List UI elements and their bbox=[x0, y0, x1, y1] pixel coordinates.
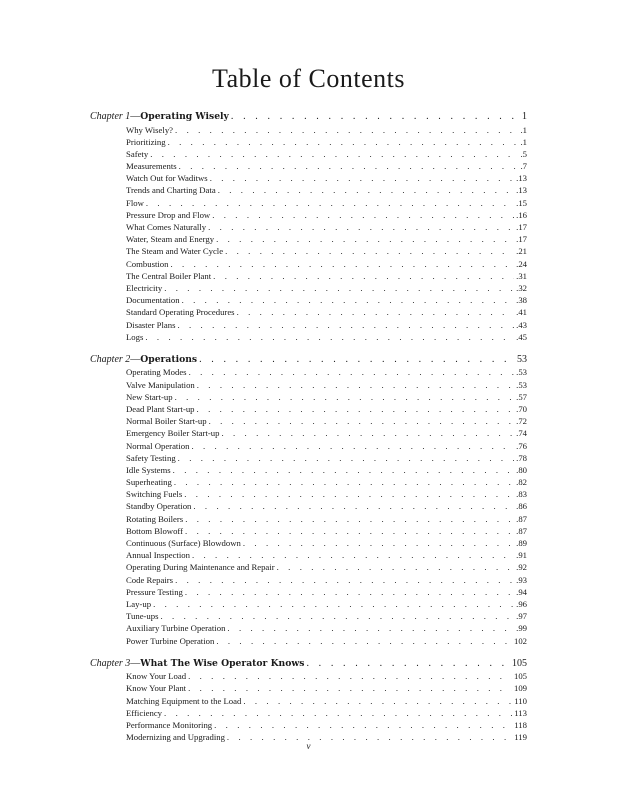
entry-page: .38 bbox=[516, 295, 527, 306]
chapter-name: Operations bbox=[140, 353, 198, 365]
entry-title: Power Turbine Operation bbox=[126, 635, 215, 646]
toc-entry[interactable] bbox=[90, 707, 527, 719]
chapter-page: 53 bbox=[517, 353, 527, 365]
chapter-page: 105 bbox=[512, 657, 527, 669]
dot-leader bbox=[145, 331, 514, 343]
entry-page: .70 bbox=[516, 403, 527, 414]
entry-page: .83 bbox=[516, 489, 527, 500]
dot-leader bbox=[218, 184, 514, 196]
toc-entry[interactable] bbox=[90, 245, 527, 257]
entry-title: Normal Boiler Start-up bbox=[126, 416, 207, 427]
dot-leader bbox=[178, 452, 514, 464]
entry-title: What Comes Naturally bbox=[126, 222, 207, 232]
toc-entry[interactable] bbox=[90, 233, 527, 245]
toc-entry[interactable] bbox=[90, 172, 527, 184]
entry-page: .45 bbox=[516, 331, 527, 342]
chapter-separator: — bbox=[130, 657, 141, 669]
toc-entry[interactable] bbox=[90, 719, 527, 731]
toc-entry[interactable] bbox=[90, 670, 527, 682]
dot-leader bbox=[173, 464, 514, 476]
entry-page: 109 bbox=[513, 683, 527, 694]
entry-page: .96 bbox=[516, 598, 527, 609]
entry-title: Standard Operating Procedures bbox=[126, 307, 235, 318]
dot-leader bbox=[237, 306, 515, 318]
entry-title: The Steam and Water Cycle bbox=[126, 246, 224, 257]
toc-entry[interactable] bbox=[90, 500, 527, 512]
entry-title: Know Your Plant bbox=[126, 683, 187, 694]
chapter-name: Operating Wisely bbox=[140, 111, 229, 122]
toc-entry[interactable] bbox=[90, 635, 527, 647]
entry-page: .80 bbox=[516, 464, 527, 475]
entry-page: 110 bbox=[514, 695, 527, 706]
dot-leader bbox=[191, 440, 514, 452]
chapter-block bbox=[90, 354, 527, 647]
dot-leader bbox=[231, 111, 517, 124]
dot-leader bbox=[185, 525, 514, 537]
toc-entry[interactable] bbox=[90, 476, 527, 488]
chapter-block bbox=[90, 658, 527, 744]
entry-page: .53 bbox=[516, 367, 527, 378]
entry-page: .32 bbox=[516, 282, 527, 293]
entry-title: Safety Testing bbox=[126, 452, 176, 463]
entry-page: .87 bbox=[516, 513, 527, 524]
entry-title: Trends and Charting Data bbox=[126, 185, 216, 196]
entry-page: 105 bbox=[513, 671, 527, 682]
dot-leader bbox=[185, 513, 514, 525]
entry-page: .74 bbox=[516, 428, 527, 439]
dot-leader bbox=[193, 500, 514, 512]
entry-title: Documentation bbox=[126, 295, 180, 306]
entry-page: 102 bbox=[513, 635, 527, 646]
entry-page: .97 bbox=[516, 611, 527, 622]
entry-title: Logs bbox=[126, 331, 144, 342]
entry-title: Continuous (Surface) Blowdown bbox=[126, 538, 241, 548]
toc-entry[interactable] bbox=[90, 184, 527, 196]
toc-entry[interactable] bbox=[90, 148, 527, 160]
entry-page: .7 bbox=[520, 161, 527, 172]
entry-title: Idle Systems bbox=[126, 464, 171, 475]
toc-entry[interactable] bbox=[90, 379, 527, 391]
toc-entry[interactable] bbox=[90, 331, 527, 343]
toc-entry[interactable] bbox=[90, 695, 527, 707]
dot-leader bbox=[168, 136, 517, 148]
entry-title: Superheating bbox=[126, 477, 172, 488]
chapter-separator: — bbox=[130, 353, 141, 365]
entry-title: Standby Operation bbox=[126, 501, 192, 512]
chapter-label: Chapter 1 bbox=[90, 111, 131, 122]
entry-title: Water, Steam and Energy bbox=[126, 234, 215, 245]
toc-entry[interactable] bbox=[90, 319, 527, 331]
entry-title: Disaster Plans bbox=[126, 319, 176, 330]
toc-entry[interactable] bbox=[90, 586, 527, 598]
entry-page: .94 bbox=[516, 586, 527, 597]
toc-entry[interactable] bbox=[90, 366, 527, 378]
toc-entry[interactable] bbox=[90, 415, 527, 427]
dot-leader bbox=[227, 622, 514, 634]
entry-page: .15 bbox=[516, 197, 527, 208]
entry-title: Bottom Blowoff bbox=[126, 525, 184, 536]
entry-page: .78 bbox=[516, 452, 527, 463]
entry-title: Pressure Testing bbox=[126, 586, 183, 597]
chapter-page: 1 bbox=[522, 111, 527, 122]
dot-leader bbox=[210, 172, 514, 184]
entry-page: .41 bbox=[516, 307, 527, 318]
dot-leader bbox=[243, 695, 512, 707]
page-number: v bbox=[306, 741, 311, 751]
entry-page: .24 bbox=[516, 258, 527, 269]
entry-title: Performance Monitoring bbox=[126, 719, 213, 730]
toc-entry[interactable] bbox=[90, 160, 527, 172]
dot-leader bbox=[153, 598, 514, 610]
dot-leader bbox=[212, 209, 514, 221]
chapter-separator: — bbox=[130, 111, 141, 122]
entry-page: 118 bbox=[514, 719, 527, 730]
entry-title: Prioritizing bbox=[126, 136, 166, 147]
dot-leader bbox=[177, 319, 514, 331]
dot-leader bbox=[197, 379, 514, 391]
dot-leader bbox=[243, 537, 514, 549]
dot-leader bbox=[146, 197, 514, 209]
entry-title: Operating Modes bbox=[126, 367, 187, 378]
entry-title: Modernizing and Upgrading bbox=[126, 732, 225, 743]
dot-leader bbox=[197, 403, 515, 415]
entry-page: .87 bbox=[516, 525, 527, 536]
dot-leader bbox=[174, 476, 514, 488]
entry-title: Watch Out for Waditws bbox=[126, 173, 208, 184]
chapter-heading[interactable] bbox=[90, 658, 527, 671]
dot-leader bbox=[182, 294, 515, 306]
table-of-contents bbox=[90, 111, 527, 754]
dot-leader bbox=[306, 658, 510, 671]
toc-entry[interactable] bbox=[90, 561, 527, 573]
dot-leader bbox=[185, 586, 514, 598]
toc-entry[interactable] bbox=[90, 427, 527, 439]
entry-title: Switching Fuels bbox=[126, 489, 183, 500]
dot-leader bbox=[208, 221, 514, 233]
toc-entry[interactable] bbox=[90, 452, 527, 464]
entry-page: .93 bbox=[516, 574, 527, 585]
toc-entry[interactable] bbox=[90, 513, 527, 525]
dot-leader bbox=[175, 391, 515, 403]
toc-entry[interactable] bbox=[90, 549, 527, 561]
dot-leader bbox=[188, 682, 512, 694]
dot-leader bbox=[216, 635, 512, 647]
toc-entry[interactable] bbox=[90, 537, 527, 549]
toc-entry[interactable] bbox=[90, 598, 527, 610]
entry-title: Flow bbox=[126, 197, 144, 208]
dot-leader bbox=[150, 148, 517, 160]
toc-entry[interactable] bbox=[90, 403, 527, 415]
entry-page: 113 bbox=[514, 707, 527, 718]
entry-page: .86 bbox=[516, 501, 527, 512]
entry-page: .17 bbox=[516, 222, 527, 232]
dot-leader bbox=[164, 707, 512, 719]
entry-page: .91 bbox=[516, 550, 527, 561]
dot-leader bbox=[192, 549, 514, 561]
toc-entry[interactable] bbox=[90, 440, 527, 452]
entry-title: Lay-up bbox=[126, 598, 152, 609]
entry-title: Safety bbox=[126, 148, 149, 159]
entry-title: Valve Manipulation bbox=[126, 379, 195, 390]
entry-page: .57 bbox=[516, 391, 527, 402]
dot-leader bbox=[214, 719, 512, 731]
dot-leader bbox=[209, 415, 515, 427]
entry-title: Code Repairs bbox=[126, 574, 174, 585]
entry-page: .99 bbox=[516, 623, 527, 634]
toc-entry[interactable] bbox=[90, 306, 527, 318]
entry-title: Normal Operation bbox=[126, 440, 190, 451]
entry-page: 119 bbox=[514, 732, 527, 743]
entry-title: Operating During Maintenance and Repair bbox=[126, 562, 275, 573]
entry-title: Annual Inspection bbox=[126, 550, 190, 561]
entry-page: .21 bbox=[516, 246, 527, 257]
chapter-block bbox=[90, 111, 527, 343]
entry-title: Efficiency bbox=[126, 707, 163, 718]
entry-page: .1 bbox=[520, 124, 527, 135]
dot-leader bbox=[188, 670, 512, 682]
toc-entry[interactable] bbox=[90, 682, 527, 694]
toc-entry[interactable] bbox=[90, 209, 527, 221]
chapter-heading[interactable] bbox=[90, 111, 527, 124]
toc-entry[interactable] bbox=[90, 197, 527, 209]
dot-leader bbox=[179, 160, 517, 172]
entry-title: Rotating Boilers bbox=[126, 513, 184, 524]
entry-page: .1 bbox=[520, 136, 527, 147]
entry-title: Tune-ups bbox=[126, 611, 159, 622]
dot-leader bbox=[225, 245, 514, 257]
toc-entry[interactable] bbox=[90, 464, 527, 476]
toc-entry[interactable] bbox=[90, 270, 527, 282]
chapter-label: Chapter 2 bbox=[90, 353, 131, 365]
chapter-heading[interactable] bbox=[90, 354, 527, 367]
toc-entry[interactable] bbox=[90, 282, 527, 294]
entry-title: Auxiliary Turbine Operation bbox=[126, 623, 226, 634]
dot-leader bbox=[189, 366, 515, 378]
entry-page: .13 bbox=[516, 185, 527, 196]
dot-leader bbox=[216, 233, 514, 245]
dot-leader bbox=[161, 610, 515, 622]
entry-page: .17 bbox=[516, 234, 527, 245]
entry-page: .31 bbox=[516, 270, 527, 281]
chapter-name: What The Wise Operator Knows bbox=[140, 657, 305, 669]
toc-entry[interactable] bbox=[90, 258, 527, 270]
entry-page: .89 bbox=[516, 538, 527, 548]
entry-title: Combustion bbox=[126, 258, 169, 269]
dot-leader bbox=[199, 354, 515, 367]
entry-page: .72 bbox=[516, 416, 527, 427]
toc-entry[interactable] bbox=[90, 525, 527, 537]
dot-leader bbox=[184, 488, 514, 500]
entry-page: .82 bbox=[516, 477, 527, 488]
entry-title: Know Your Load bbox=[126, 671, 187, 682]
toc-entry[interactable] bbox=[90, 391, 527, 403]
entry-title: Emergency Boiler Start-up bbox=[126, 428, 220, 439]
entry-title: Matching Equipment to the Load bbox=[126, 695, 242, 706]
entry-title: New Start-up bbox=[126, 391, 173, 402]
page-title: Table of Contents bbox=[212, 64, 405, 93]
dot-leader bbox=[164, 282, 514, 294]
dot-leader bbox=[277, 561, 515, 573]
dot-leader bbox=[175, 124, 517, 136]
toc-entry[interactable] bbox=[90, 221, 527, 233]
toc-entry[interactable] bbox=[90, 574, 527, 586]
entry-page: .53 bbox=[516, 379, 527, 390]
toc-entry[interactable] bbox=[90, 610, 527, 622]
entry-title: Pressure Drop and Flow bbox=[126, 209, 211, 220]
dot-leader bbox=[213, 270, 514, 282]
dot-leader bbox=[221, 427, 514, 439]
toc-entry[interactable] bbox=[90, 622, 527, 634]
entry-page: .13 bbox=[516, 173, 527, 184]
entry-page: .92 bbox=[516, 562, 527, 573]
toc-entry[interactable] bbox=[90, 124, 527, 136]
toc-entry[interactable] bbox=[90, 294, 527, 306]
chapter-label: Chapter 3 bbox=[90, 657, 131, 669]
dot-leader bbox=[170, 258, 514, 270]
dot-leader bbox=[175, 574, 514, 586]
toc-entry[interactable] bbox=[90, 136, 527, 148]
entry-title: Electricity bbox=[126, 282, 163, 293]
entry-page: .5 bbox=[520, 148, 527, 159]
entry-page: .16 bbox=[516, 209, 527, 220]
entry-title: Dead Plant Start-up bbox=[126, 403, 195, 414]
entry-page: .76 bbox=[516, 440, 527, 451]
entry-title: The Central Boiler Plant bbox=[126, 270, 212, 281]
entry-title: Why Wisely? bbox=[126, 124, 174, 135]
entry-page: .43 bbox=[516, 319, 527, 330]
entry-title: Measurements bbox=[126, 161, 177, 172]
toc-entry[interactable] bbox=[90, 488, 527, 500]
